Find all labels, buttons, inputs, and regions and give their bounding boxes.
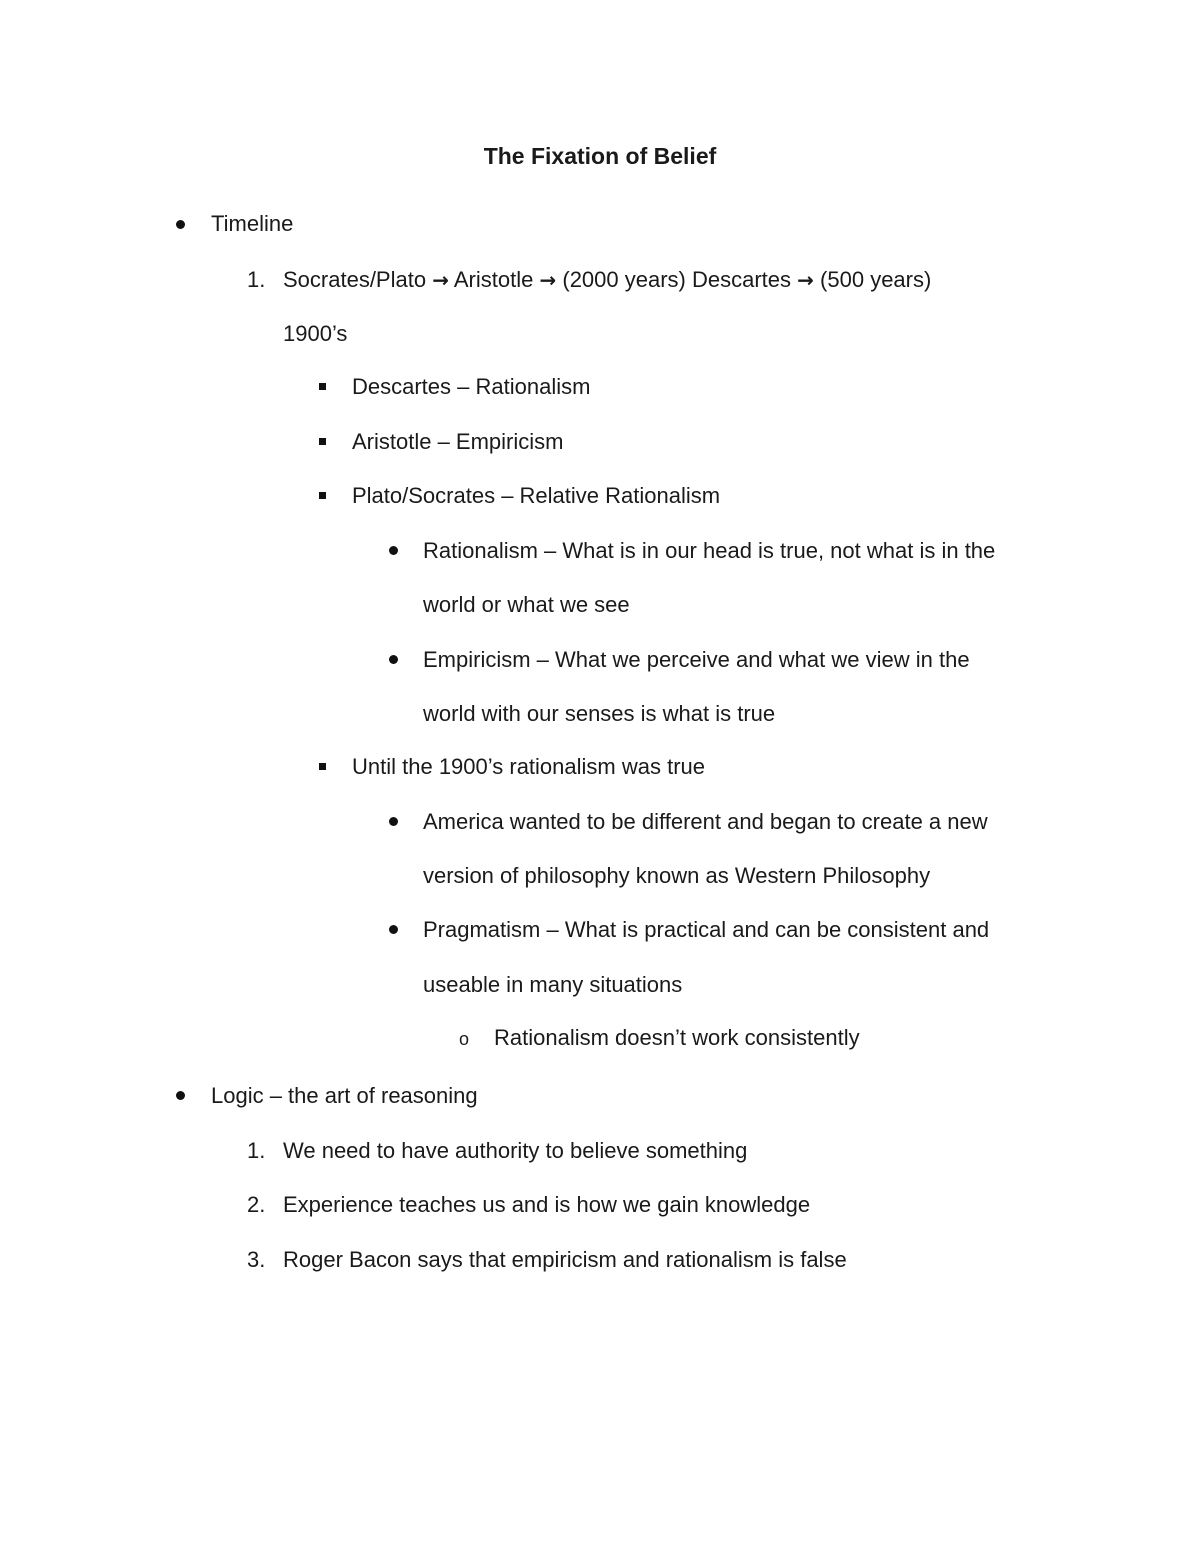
subitem-until-1900s: Until the 1900’s rationalism was true — [352, 754, 705, 779]
bullet-america-line2: version of philosophy known as Western Philosophy — [423, 863, 931, 888]
bullet-rationalism-line2: world or what we see — [423, 592, 630, 617]
bullet-america-line1: America wanted to be different and began to create a new — [423, 809, 988, 834]
square-bullet-icon — [319, 383, 326, 390]
logic-item-roger-bacon: Roger Bacon says that empiricism and rationalism is false — [283, 1247, 847, 1272]
section-heading-timeline: Timeline — [211, 211, 294, 236]
arrow-right-icon: → — [797, 268, 814, 292]
arrow-right-icon: → — [432, 268, 449, 292]
subitem-plato: Plato/Socrates – Relative Rationalism — [352, 483, 721, 508]
subbullet-rationalism-inconsistent: Rationalism doesn’t work consistently — [494, 1025, 860, 1050]
square-bullet-icon — [319, 763, 326, 770]
circle-bullet-icon: o — [459, 1029, 470, 1049]
bullet-dot-icon — [389, 655, 398, 664]
document-title: The Fixation of Belief — [483, 143, 717, 169]
bullet-empiricism-line2: world with our senses is what is true — [423, 701, 776, 726]
subitem-descartes: Descartes – Rationalism — [352, 374, 591, 399]
bullet-pragmatism-line2: useable in many situations — [423, 972, 683, 997]
square-bullet-icon — [319, 492, 326, 499]
timeline-sequence — [283, 265, 931, 295]
list-number: 3. — [247, 1247, 266, 1272]
logic-item-experience: Experience teaches us and is how we gain knowledge — [283, 1192, 811, 1217]
bullet-pragmatism-line1: Pragmatism – What is practical and can be consistent and — [423, 917, 990, 942]
timeline-part: Socrates/Plato — [283, 267, 427, 292]
subitem-aristotle: Aristotle – Empiricism — [352, 429, 564, 454]
arrow-right-icon: → — [539, 268, 557, 292]
logic-item-authority: We need to have authority to believe something — [283, 1138, 748, 1163]
section-heading-logic: Logic – the art of reasoning — [211, 1083, 478, 1108]
bullet-dot-icon — [389, 546, 398, 555]
bullet-dot-icon — [176, 220, 185, 229]
timeline-part: (2000 years) Descartes — [562, 267, 792, 292]
timeline-part: (500 years) — [820, 267, 932, 292]
timeline-part: Aristotle — [453, 267, 534, 292]
square-bullet-icon — [319, 438, 326, 445]
bullet-rationalism-line1: Rationalism – What is in our head is true, not what is in the — [423, 538, 996, 563]
list-number: 1. — [247, 267, 266, 292]
bullet-dot-icon — [389, 817, 398, 826]
list-number: 2. — [247, 1192, 266, 1217]
bullet-empiricism-line1: Empiricism – What we perceive and what we view in the — [423, 647, 970, 672]
timeline-continuation: 1900’s — [283, 321, 348, 346]
bullet-dot-icon — [176, 1091, 185, 1100]
bullet-dot-icon — [389, 925, 398, 934]
list-number: 1. — [247, 1138, 266, 1163]
